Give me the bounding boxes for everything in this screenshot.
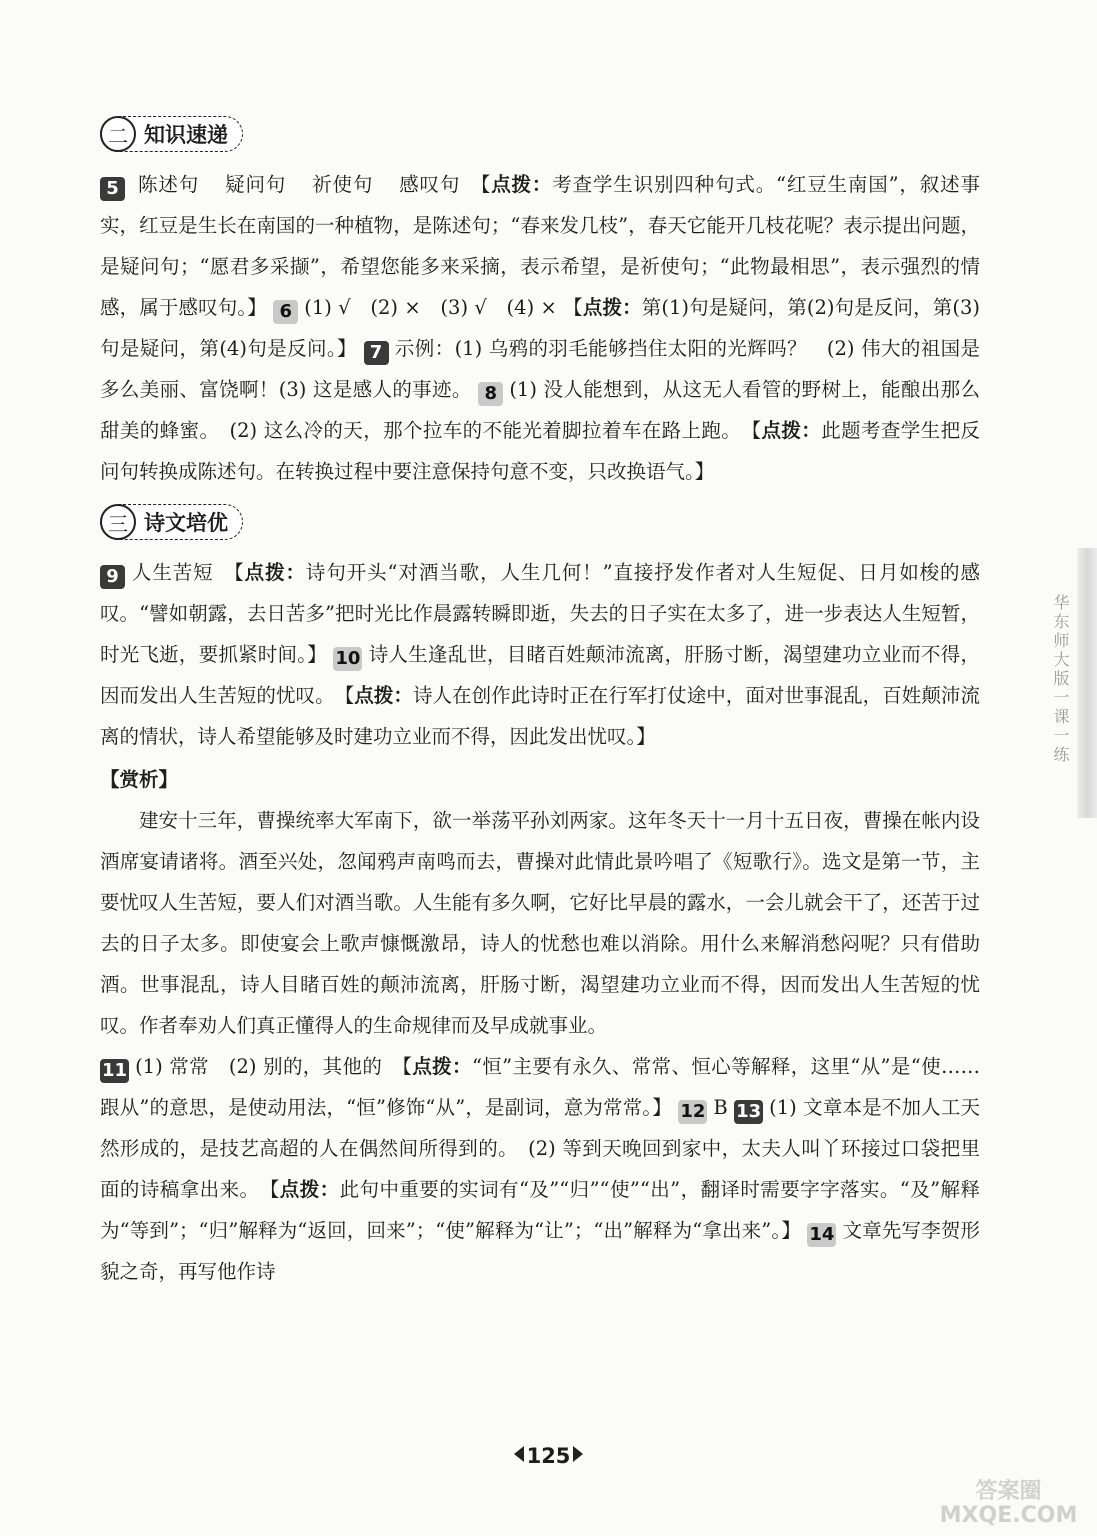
answer-block-9-10: 9 人生苦短 【点拨：诗句开头“对酒当歌，人生几何！”直接抒发作者对人生短促、日月如梭的感叹。“譬如朝露，去日苦多”把时光比作晨露转瞬即逝，失去的日子实在太多了，进一步表达人生短暂，时光飞逝，要抓紧时间。】 10 诗人生逢乱世，目睹百姓颠沛流离，肝肠寸断，渴望建功立业而不得，因而发出人生苦短的忧叹。 【点拨：诗人在创作此诗时正在行军打仗途中，面对世事混乱，百姓颠沛流离的情状，诗人希望能够及时建功立业而不得，因此发出忧叹。】 xyxy=(100,561,980,748)
triangle-right-icon xyxy=(573,1446,583,1462)
triangle-left-icon xyxy=(514,1446,524,1462)
hint-label: 点拨： xyxy=(412,1055,472,1078)
question-number-13: 13 xyxy=(736,1101,762,1122)
hint-label: 点拨： xyxy=(279,1178,340,1201)
hint-text-11: “恒”主要有永久、常常、恒心等解释，这里“从”是“使……跟从”的意思，是使动用法，“恒”修饰“从”，是副词，意为常常。 xyxy=(100,1055,980,1119)
appreciation-text: 建安十三年，曹操统率大军南下，欲一举荡平孙刘两家。这年冬天十一月十五日夜，曹操在帐内设酒席宴请诸将。酒至兴处，忽闻鸦声南鸣而去，曹操对此情此景吟唱了《短歌行》。选文是第一节，主要忧叹人生苦短，要人们对酒当歌。人生能有多久啊，它好比早晨的露水，一会儿就会干了，还苦于过去的日子太多。即使宴会上歌声慷慨激昂，诗人的忧愁也难以消除。用什么来解消愁闷呢？只有借助酒。世事混乱，诗人目睹百姓的颠沛流离，肝肠寸断，渴望建功立业而不得，因而发出人生苦短的忧叹。作者奉劝人们真正懂得人的生命规律而及早成就事业。 xyxy=(100,809,980,1037)
hint-label: 点拨： xyxy=(244,561,306,584)
answer-10: 诗人生逢乱世，目睹百姓颠沛流离，肝肠寸断，渴望建功立业而不得，因而发出人生苦短的忧叹。 xyxy=(100,643,980,707)
answer-9: 人生苦短 xyxy=(131,561,214,584)
answer-12: B xyxy=(713,1096,728,1119)
page-content xyxy=(100,112,980,1292)
section-header-2 xyxy=(100,112,980,156)
section-number: 二 xyxy=(100,116,136,152)
section-number: 三 xyxy=(100,504,136,540)
hint-label: 点拨： xyxy=(761,419,822,442)
question-number-11: 11 xyxy=(102,1060,128,1081)
hint-text-8: 此题考查学生把反问句转换成陈述句。在转换过程中要注意保持句意不变，只改换语气。 xyxy=(100,419,980,483)
answer-7: 示例：(1) 乌鸦的羽毛能够挡住太阳的光辉吗？ (2) 伟大的祖国是多么美丽、富饶啊！(3) 这是感人的事迹。 xyxy=(100,337,981,401)
answer-14: 文章先写李贺形貌之奇，再写他作诗 xyxy=(100,1219,980,1283)
answer-13: (1) 文章本是不加人工天然形成的，是技艺高超的人在偶然间所得到的。 (2) 等到天晚回到家中，太夫人叫丫环接过口袋把里面的诗稿拿出来。 xyxy=(100,1096,980,1201)
watermark xyxy=(920,1480,1097,1528)
answer-block-11-14: 11 (1) 常常 (2) 别的，其他的 【点拨：“恒”主要有永久、常常、恒心等解释，这里“从”是“使……跟从”的意思，是使动用法，“恒”修饰“从”，是副词，意为常常。】 12 B 13 (1) 文章本是不加人工天然形成的，是技艺高超的人在偶然间所得到的。 (2) 等到天晚回到家中，太夫人叫丫环接过口袋把里面的诗稿拿出来。 【点拨：此句中重要的实词有“及”“归”“使”“出”，翻译时需要字字落实。“及”解释为“等到”；“归”解释为“返回，回来”；“使”解释为“让”；“出”解释为“拿出来”。】 14 文章先写李贺形貌之奇，再写他作诗 xyxy=(100,1055,980,1283)
question-number-8: 8 xyxy=(478,382,503,406)
side-book-title: 华东师大版一课一练 xyxy=(1051,594,1070,765)
section-title: 诗文培优 xyxy=(144,511,228,535)
question-number-9: 9 xyxy=(100,565,125,589)
hint-text-9: 诗句开头“对酒当歌，人生几何！”直接抒发作者对人生短促、日月如梭的感叹。“譬如朝露，去日苦多”把时光比作晨露转瞬即逝，失去的日子实在太多了，进一步表达人生短暂，时光飞逝，要抓紧时间。 xyxy=(100,561,980,666)
hint-text-5: 考查学生识别四种句式。“红豆生南国”，叙述事实，红豆是生长在南国的一种植物，是陈述句；“春来发几枝”，春天它能开几枝花呢？表示提出问题，是疑问句；“愿君多采撷”，希望您能多来采摘，表示希望，是祈使句；“此物最相思”，表示强烈的情感，属于感叹句。 xyxy=(100,173,980,319)
answer-5-4: 感叹句 xyxy=(399,173,461,196)
page-number xyxy=(0,1442,1097,1470)
hint-text-6: 第(1)句是疑问，第(2)句是反问，第(3)句是疑问，第(4)句是反问。 xyxy=(100,296,980,360)
question-number-5: 5 xyxy=(100,177,125,201)
hint-text-13: 此句中重要的实词有“及”“归”“使”“出”，翻译时需要字字落实。“及”解释为“等到”；“归”解释为“返回，回来”；“使”解释为“让”；“出”解释为“拿出来”。 xyxy=(100,1178,980,1242)
answer-block-5-8: 5 陈述句 疑问句 祈使句 感叹句 【点拨：考查学生识别四种句式。“红豆生南国”，叙述事实，红豆是生长在南国的一种植物，是陈述句；“春来发几枝”，春天它能开几枝花呢？表示提出问题，是疑问句；“愿君多采撷”，希望您能多来采摘，表示希望，是祈使句；“此物最相思”，表示强烈的情感，属于感叹句。】 6 (1) √ (2) × (3) √ (4) × 【点拨：第(1)句是疑问，第(2)句是反问，第(3)句是疑问，第(4)句是反问。】 7 示例：(1) 乌鸦的羽毛能够挡住太阳的光辉吗？ (2) 伟大的祖国是多么美丽、富饶啊！(3) 这是感人的事迹。 8 (1) 没人能想到，从这无人看管的野树上，能酿出那么甜美的蜂蜜。 (2) 这么冷的天，那个拉车的不能光着脚拉着车在路上跑。 【点拨：此题考查学生把反问句转换成陈述句。在转换过程中要注意保持句意不变，只改换语气。】 xyxy=(100,173,981,483)
appreciation-label: 【赏析】 xyxy=(100,768,179,791)
question-number-7: 7 xyxy=(364,341,389,365)
side-tab xyxy=(1077,548,1097,818)
question-number-10: 10 xyxy=(335,648,361,669)
section-badge xyxy=(100,116,243,152)
hint-text-10: 诗人在创作此诗时正在行军打仗途中，面对世事混乱，百姓颠沛流离的情状，诗人希望能够及时建功立业而不得，因此发出忧叹。 xyxy=(100,684,980,748)
answer-5-1: 陈述句 xyxy=(138,173,200,196)
hint-label: 点拨： xyxy=(491,173,553,196)
watermark-line-2: MXQE.COM xyxy=(939,1503,1078,1528)
answer-8: (1) 没人能想到，从这无人看管的野树上，能酿出那么甜美的蜂蜜。 (2) 这么冷的天，那个拉车的不能光着脚拉着车在路上跑。 xyxy=(100,378,980,442)
section-badge xyxy=(100,504,243,540)
question-number-6: 6 xyxy=(273,300,298,324)
page-number-value: 125 xyxy=(526,1444,571,1468)
answer-5-3: 祈使句 xyxy=(312,173,374,196)
section-header-3 xyxy=(100,500,980,544)
section-title: 知识速递 xyxy=(144,123,228,147)
watermark-line-1: 答案圈 xyxy=(975,1479,1042,1504)
answer-11: (1) 常常 (2) 别的，其他的 xyxy=(135,1055,383,1078)
question-number-12: 12 xyxy=(680,1101,706,1122)
answer-6: (1) √ (2) × (3) √ (4) × xyxy=(304,296,557,319)
question-number-14: 14 xyxy=(809,1224,835,1245)
hint-label: 点拨： xyxy=(582,296,642,319)
hint-label: 点拨： xyxy=(354,684,413,707)
answer-5-2: 疑问句 xyxy=(225,173,287,196)
